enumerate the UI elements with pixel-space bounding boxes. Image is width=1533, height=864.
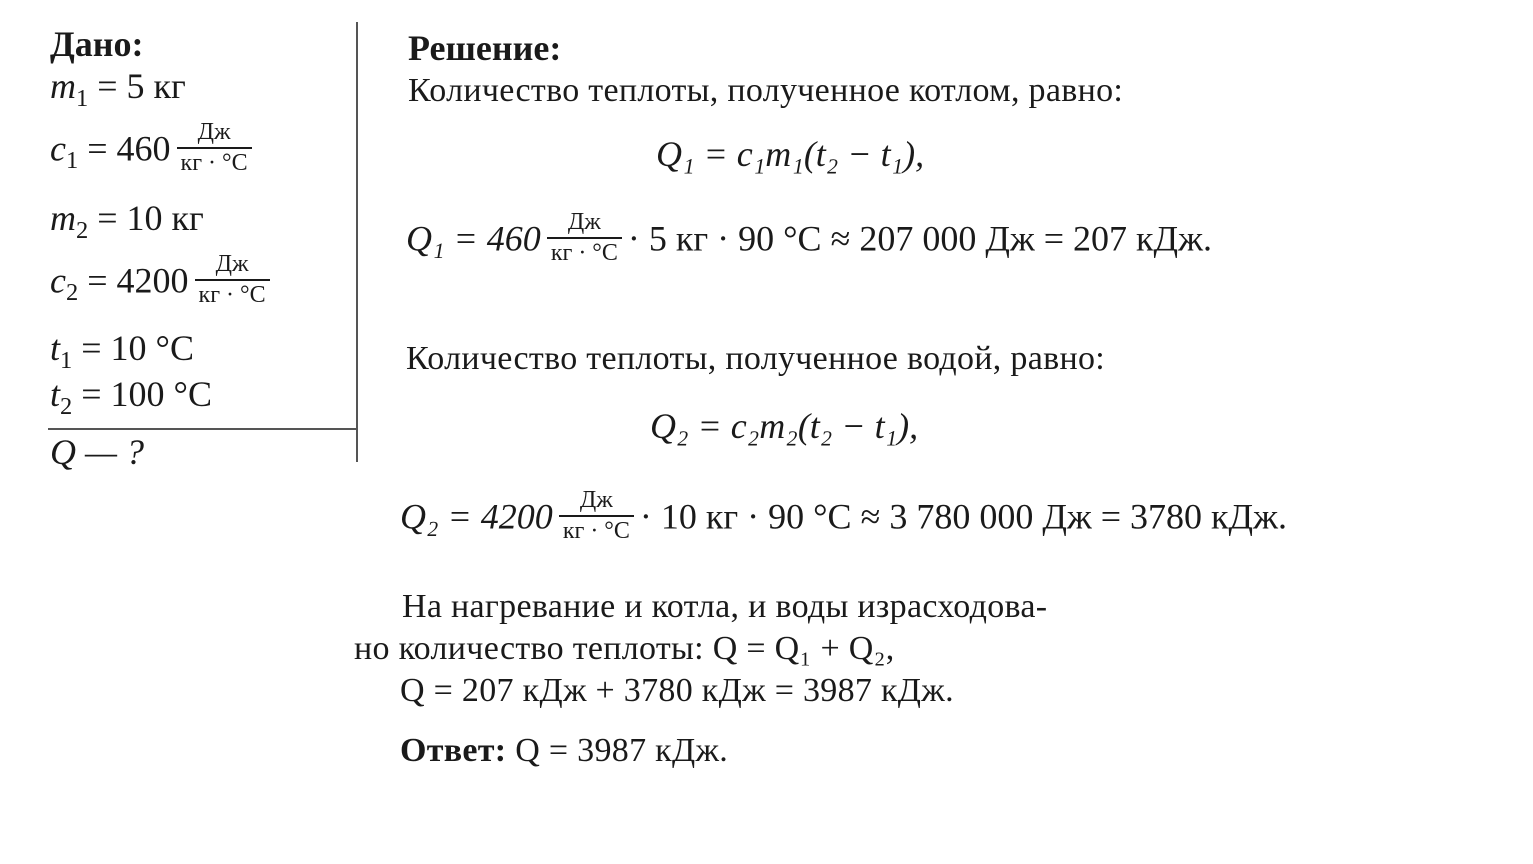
answer-value: Q = 3987 кДж.: [515, 732, 729, 769]
solution-line1: Количество теплоты, полученное котлом, равно:: [408, 72, 1124, 109]
column-divider: [356, 22, 358, 462]
solution-para2: но количество теплоты: Q = Q₁ + Q₂,: [354, 630, 895, 667]
given-t2: $t_2 = 100$ °C: [50, 374, 212, 420]
given-c1: $c_1 = 460$ $\frac{Дж}{кг \cdot ^\circ C}$: [50, 124, 258, 180]
given-t1: $t_1 = 10$ °C: [50, 328, 194, 374]
solution-para1: На нагревание и котла, и воды израсходова-: [402, 588, 1048, 625]
unit-fraction: $\frac{Дж}{кг \cdot ^\circ C}$: [547, 210, 622, 266]
given-c2: $c_2 = 4200$ $\frac{Дж}{кг \cdot ^\circ C}$: [50, 256, 276, 312]
calc-q2: Q₂ = 4200 $\frac{Дж}{кг \cdot ^\circ C}$ · 10 кг · 90 °C ≈ 3 780 000 Дж = 3780 кДж.: [400, 487, 1287, 545]
solution-sum: Q = 207 кДж + 3780 кДж = 3987 кДж.: [400, 672, 954, 709]
given-find: Q — ?: [50, 432, 145, 472]
calc-q1: Q₁ = 460 $\frac{Дж}{кг \cdot ^\circ C}$ · 5 кг · 90 °C ≈ 207 000 Дж = 207 кДж.: [406, 209, 1212, 267]
answer-label: Ответ:: [400, 732, 507, 769]
given-m1: $m_1 = 5$ кг: [50, 66, 186, 112]
given-m2: $m_2 = 10$ кг: [50, 198, 204, 244]
solution-line2: Количество теплоты, полученное водой, равно:: [406, 340, 1105, 377]
formula-q1: Q₁ = c₁m₁(t₂ − t₁),: [656, 134, 925, 174]
given-divider: [48, 428, 356, 430]
formula-q2: Q₂ = c₂m₂(t₂ − t₁),: [650, 406, 919, 446]
unit-fraction: $\frac{Дж}{кг \cdot ^\circ C}$: [177, 120, 252, 176]
answer: [400, 734, 728, 768]
given-title: Дано:: [50, 24, 144, 64]
unit-fraction: $\frac{Дж}{кг \cdot ^\circ C}$: [559, 488, 634, 544]
solution-title: Решение:: [408, 28, 562, 68]
unit-fraction: $\frac{Дж}{кг \cdot ^\circ C}$: [195, 252, 270, 308]
